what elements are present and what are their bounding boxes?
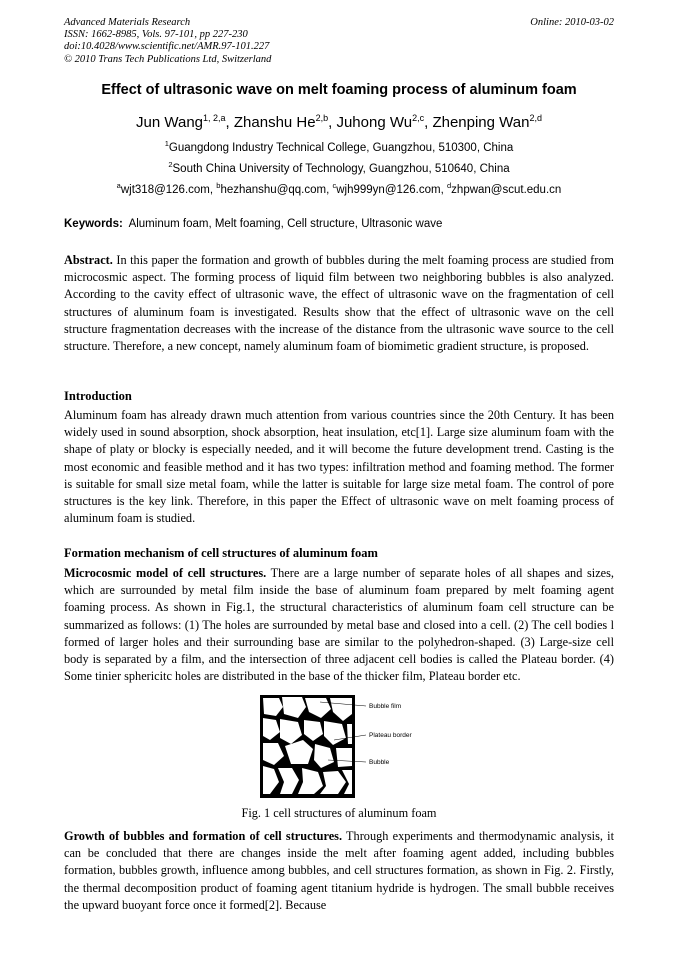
microcosmic-text: There are a large number of separate holes of all shapes and sizes, which are surrounded by metal film inside the base of aluminum foam prepared by melt foaming agent foaming process. As shown in Fig.1, the structural characteristics of aluminum foam cell structure can be summarized as follows: (1) The holes are surrounded by metal base and closed into a cell. (2) The cell bodies l formed of larger holes and their surrounding base are similar to the polyhedron-shaped. (3) Large-size cell body is separated by a film, and the intersection of three adjacent cell bodies is called the Plateau border. (4) Some tinier sphericitc holes are distributed in the base of the thicker film, Plateau border etc. xyxy=(64,566,614,684)
copyright-line: © 2010 Trans Tech Publications Ltd, Switzerland xyxy=(64,53,272,65)
doi-line[interactable]: doi:10.4028/www.scientific.net/AMR.97-101.227 xyxy=(64,41,270,53)
email-link[interactable]: wjh999yn@126.com xyxy=(336,183,441,196)
paper-title: Effect of ultrasonic wave on melt foaming process of aluminum foam xyxy=(101,82,577,98)
email-link[interactable]: zhpwan@scut.edu.cn xyxy=(451,183,562,196)
author-name: Zhanshu He xyxy=(233,114,316,131)
email-link[interactable]: hezhanshu@qq.com xyxy=(220,183,327,196)
author-affil-sup: 2,b xyxy=(315,113,329,123)
author-list: Jun Wang$^{1, 2,a}$, Zhanshu He$^{2,b}$, Juhong Wu$^{2,c}$, Zhenping Wan$^{2,d}$ xyxy=(136,113,542,131)
label-plateau-border: Plateau border xyxy=(369,732,412,739)
growth-label: Growth of bubbles and formation of cell structures. xyxy=(64,829,343,843)
growth-text: Through experiments and thermodynamic analysis, it can be concluded that there are changes inside the melt after foaming agent added, including bubbles formation, bubbles growth, influence among bubbles, and cell structures formation, as shown in Fig. 2. Firstly, the thermal decomposition product of foaming agent titanium hydride is hydrogen. The small bubble receives the upward buoyant force once it formed[2]. Because xyxy=(64,829,615,912)
issn-line: ISSN: 1662-8985, Vols. 97-101, pp 227-230 xyxy=(64,29,248,41)
figure-1-caption: Fig. 1 cell structures of aluminum foam xyxy=(241,806,437,820)
section-heading-introduction: Introduction xyxy=(64,389,132,403)
author-affil-sup: 2,d xyxy=(529,113,542,123)
microcosmic-label: Microcosmic model of cell structures. xyxy=(64,566,267,580)
introduction-text: Aluminum foam has already drawn much attention from various countries since the 20th Century. It has been widely used in sound absorption, shock absorption, heat insulation, etc[1]. Large size aluminum foam with the shape of platy or blocky is especially needed, and it will become the future development trend. Casting is the most economic and feasible method and it has two types: infiltration method and foaming method. The former is suitable for small size metal foam, while the latter is suitable for large size metal foam. The control of pore structures is the key link. Therefore, in this paper the Effect of ultrasonic wave on melt foaming process of aluminum foam is studied. xyxy=(64,408,614,526)
figure-1-cell-structure xyxy=(258,694,438,800)
author-name: Jun Wang xyxy=(136,114,204,131)
microcosmic-paragraph xyxy=(64,565,614,685)
keywords xyxy=(64,218,442,230)
label-bubble: Bubble xyxy=(369,759,390,766)
section-heading-formation: Formation mechanism of cell structures of aluminum foam xyxy=(64,546,378,560)
keywords-label: Keywords: xyxy=(64,218,123,230)
email-link[interactable]: wjt318@126.com xyxy=(120,183,210,196)
abstract-label: Abstract. xyxy=(64,253,113,267)
author-name: Zhenping Wan xyxy=(432,114,530,131)
abstract-text: In this paper the formation and growth of bubbles during the melt foaming process are studied from microcosmic aspect. The forming process of liquid film between two neighboring bubbles is also analyzed. According to the cavity effect of ultrasonic wave, the effect of ultrasonic wave on the fragmentation of cell structures of aluminum foam is investigated. Results show that the effect of ultrasonic wave on the cell structure fragmentation decreases with the increase of the distance from the ultrasonic wave source to the cell structure. Therefore, a new concept, namely aluminum foam of biomimetic gradient structure, is proposed. xyxy=(64,253,614,354)
email-list: $^a$wjt318@126.com, $^b$hezhanshu@qq.com, $^c$wjh999yn@126.com, $^d$zhpwan@scut.edu.cn xyxy=(116,181,562,196)
keywords-text: Aluminum foam, Melt foaming, Cell structure, Ultrasonic wave xyxy=(128,218,443,230)
author-name: Juhong Wu xyxy=(336,114,413,131)
label-bubble-film: Bubble film xyxy=(369,703,402,710)
journal-name: Advanced Materials Research xyxy=(64,17,191,28)
journal-header xyxy=(64,17,271,66)
affiliation-1: $^1$Guangdong Industry Technical College, Guangzhou, 510300, China xyxy=(164,139,514,154)
affiliation-2: $^2$South China University of Technology, Guangzhou, 510640, China xyxy=(168,160,510,175)
abstract xyxy=(64,252,614,355)
growth-paragraph xyxy=(64,828,614,914)
author-affil-sup: 1, 2,a xyxy=(203,113,226,123)
author-affil-sup: 2,c xyxy=(412,113,425,123)
online-date: Online: 2010-03-02 xyxy=(530,17,614,28)
